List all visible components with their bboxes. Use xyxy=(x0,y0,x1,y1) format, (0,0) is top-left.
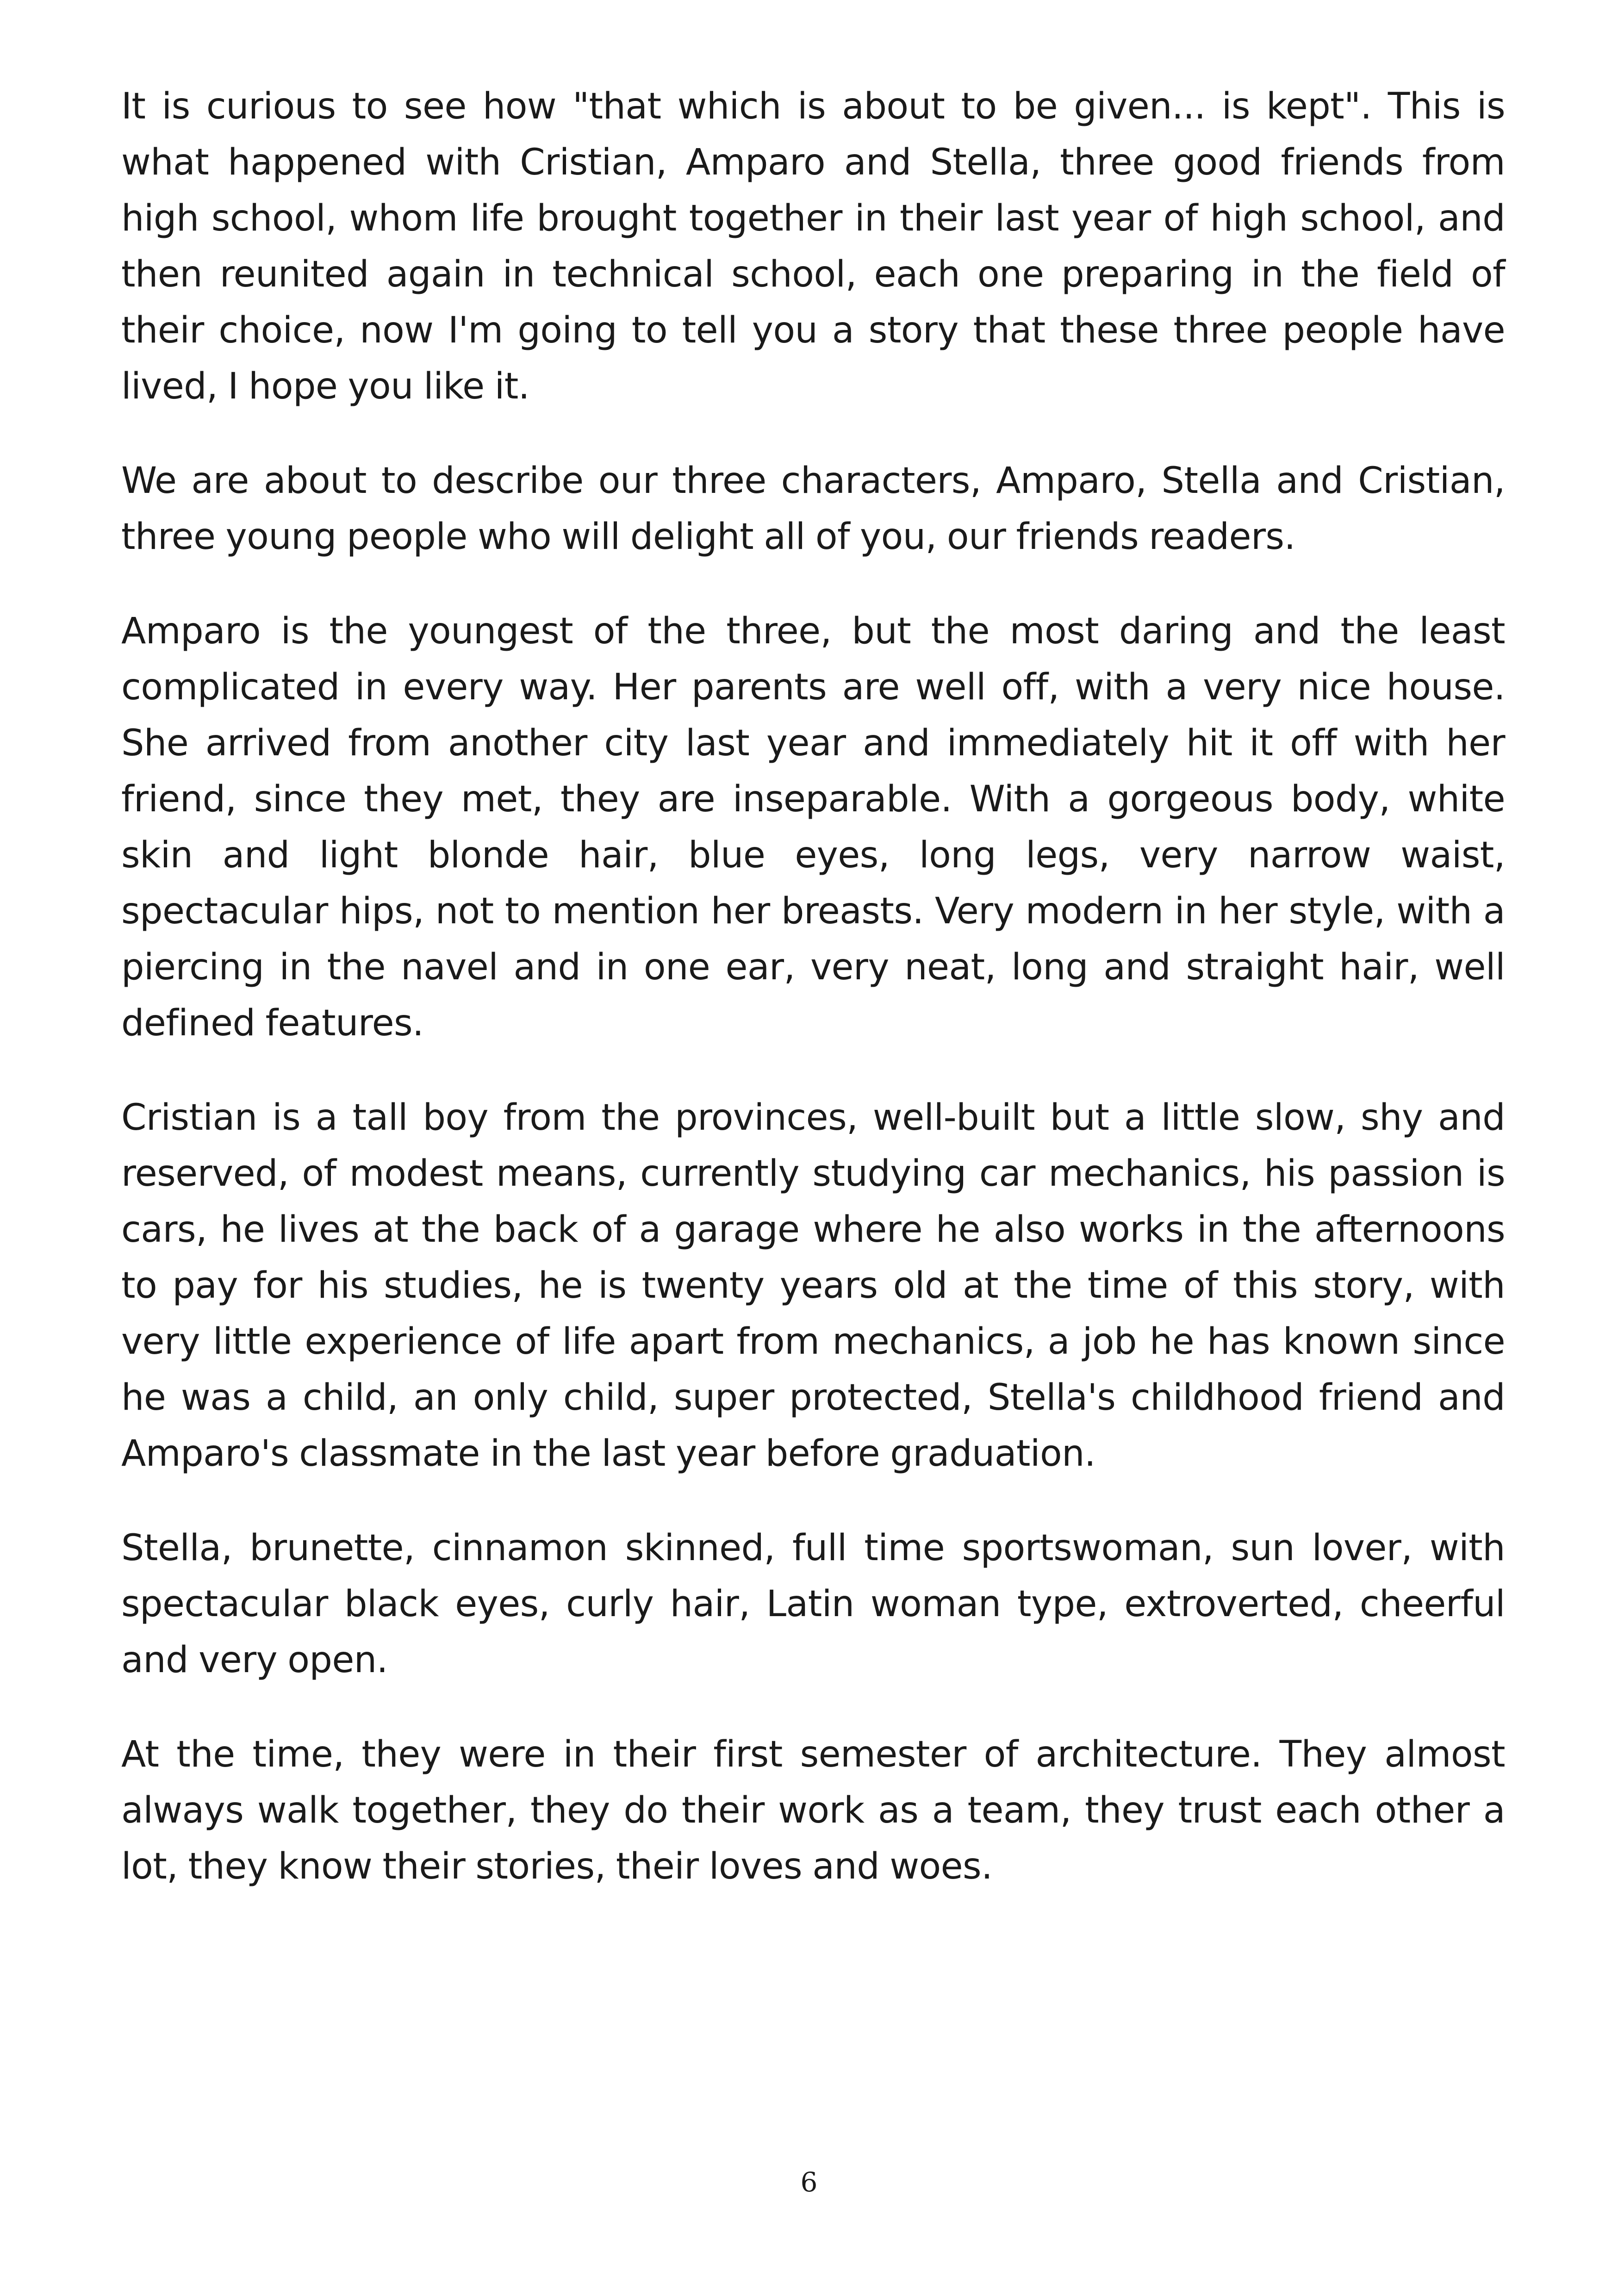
paragraph-5: Stella, brunette, cinnamon skinned, full time sportswoman, sun lover, with spectacular black eyes, curly hair, Latin woman type, extroverted, cheerful and very open. xyxy=(121,1527,1505,1681)
paragraph-6: At the time, they were in their first semester of architecture. They almost always walk together, they do their work as a team, they trust each other a lot, they know their stories, their loves and woes. xyxy=(121,1734,1505,1887)
body-text xyxy=(121,79,1505,1933)
page-number: 6 xyxy=(800,2166,818,2198)
paragraph-4: Cristian is a tall boy from the provinces, well-built but a little slow, shy and reserved, of modest means, currently studying car mechanics, his passion is cars, he lives at the back of a garage where he also works in the afternoons to pay for his studies, he is twenty years old at the time of this story, with very little experience of life apart from mechanics, a job he has known since he was a child, an only child, super protected, Stella's childhood friend and Amparo's classmate in the last year before graduation. xyxy=(121,1097,1505,1475)
paragraph-2: We are about to describe our three characters, Amparo, Stella and Cristian, three young people who will delight all of you, our friends readers. xyxy=(121,460,1505,558)
paragraph-3: Amparo is the youngest of the three, but the most daring and the least complicated in every way. Her parents are well off, with a very nice house. She arrived from another city last year and immediately hit it off with her friend, since they met, they are inseparable. With a gorgeous body, white skin and light blonde hair, blue eyes, long legs, very narrow waist, spectacular hips, not to mention her breasts. Very modern in her style, with a piercing in the navel and in one ear, very neat, long and straight hair, well defined features. xyxy=(121,610,1505,1044)
paragraph-1: It is curious to see how "that which is about to be given... is kept". This is what happened with Cristian, Amparo and Stella, three good friends from high school, whom life brought together in their last year of high school, and then reunited again in technical school, each one preparing in the field of their choice, now I'm going to tell you a story that these three people have lived, I hope you like it. xyxy=(121,86,1505,407)
